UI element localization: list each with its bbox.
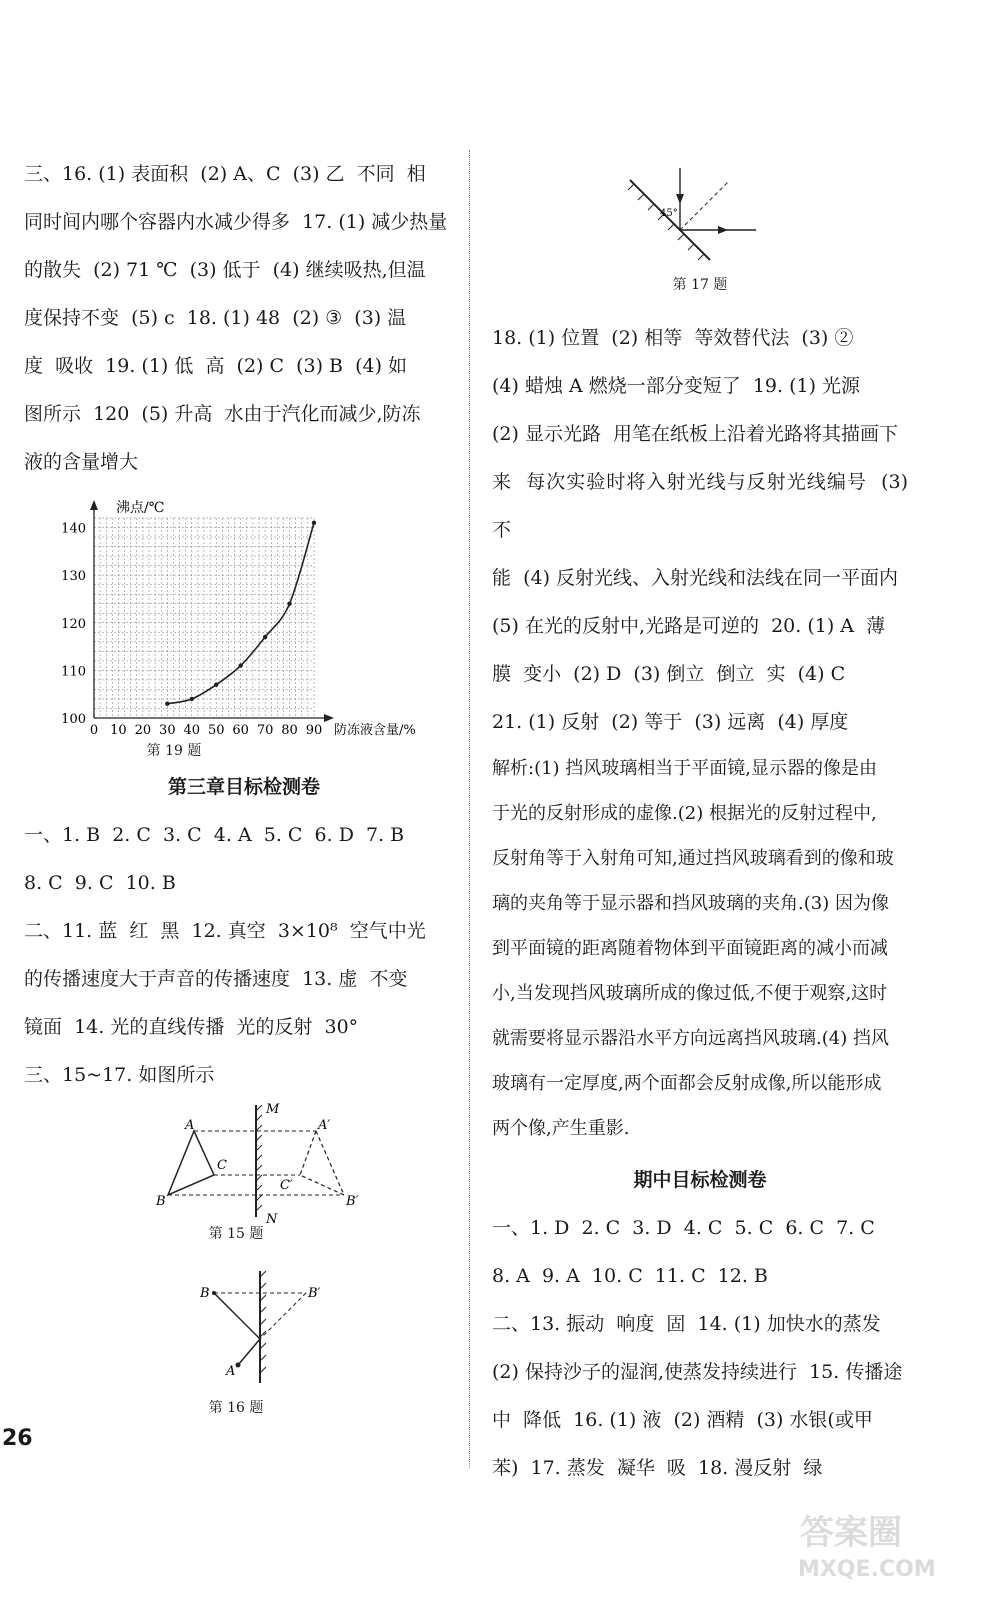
data-point xyxy=(312,521,316,525)
fig16-label-A: A xyxy=(226,1364,236,1379)
fig15-label-C: C xyxy=(217,1158,227,1173)
x-tick-label: 70 xyxy=(256,723,274,738)
data-point xyxy=(287,602,291,606)
fig15-label-A-prime: A′ xyxy=(318,1118,331,1133)
fig15-label-N: N xyxy=(266,1212,278,1227)
y-axis-arrow xyxy=(90,500,98,510)
answer-line: 的传播速度大于声音的传播速度 13. 虚 不变 xyxy=(24,968,408,990)
answer-line: (4) 蜡烛 A 燃烧一部分变短了 19. (1) 光源 xyxy=(492,375,861,397)
figure-17-caption: 第 17 题 xyxy=(672,277,728,293)
fig15-label-C-prime: C′ xyxy=(280,1178,293,1193)
answer-line: 一、1. D 2. C 3. D 4. C 5. C 6. C 7. C xyxy=(492,1217,875,1239)
answer-line: 苯) 17. 蒸发 凝华 吸 18. 漫反射 绿 xyxy=(492,1457,823,1479)
fig16-label-B: B xyxy=(200,1286,210,1301)
analysis-block xyxy=(492,746,908,1151)
chapter3-title: 第三章目标检测卷 xyxy=(167,776,320,798)
x-tick-label: 60 xyxy=(232,723,249,738)
figure-16-diagram xyxy=(24,1267,464,1387)
analysis-line: 解析:(1) 挡风玻璃相当于平面镜,显示器的像是由 xyxy=(492,758,878,779)
answer-line: 来 每次实验时将入射光线与反射光线编号 (3) 不 xyxy=(492,471,915,541)
data-point xyxy=(238,663,242,667)
answer-line: 三、15~17. 如图所示 xyxy=(24,1064,215,1086)
y-tick-label: 120 xyxy=(61,616,86,632)
figure-16 xyxy=(24,1267,464,1417)
boiling-point-chart xyxy=(24,496,464,746)
analysis-line: 反射角等于入射角可知,通过挡风玻璃看到的像和玻 xyxy=(492,848,894,869)
y-tick-label: 130 xyxy=(61,569,86,585)
y-tick-label: 140 xyxy=(61,521,86,537)
answer-line: (5) 在光的反射中,光路是可逆的 20. (1) A 薄 xyxy=(492,615,886,637)
x-tick-label: 10 xyxy=(110,723,127,738)
data-point xyxy=(214,682,218,686)
chart-xlabel: 防冻液含量/% xyxy=(334,723,416,738)
fig15-label-B: B xyxy=(156,1194,166,1209)
x-tick-label: 90 xyxy=(305,723,323,738)
analysis-line: 到平面镜的距离随着物体到平面镜距离的减小而减 xyxy=(492,938,888,959)
figure-15-diagram xyxy=(24,1099,464,1229)
answer-line: 能 (4) 反射光线、入射光线和法线在同一平面内 xyxy=(492,567,899,589)
midterm-answers xyxy=(492,1204,908,1492)
answer-line: 度保持不变 (5) c 18. (1) 48 (2) ③ (3) 温 xyxy=(24,307,407,329)
chart-ticks xyxy=(61,522,322,738)
x-tick-label: 0 xyxy=(89,723,99,738)
figure-17 xyxy=(492,20,908,310)
watermark-line1: 答案圈 xyxy=(800,1513,902,1553)
analysis-line: 璃的夹角等于显示器和挡风玻璃的夹角.(3) 因为像 xyxy=(492,893,889,914)
figure-15 xyxy=(24,1099,464,1249)
x-tick-label: 30 xyxy=(159,723,176,738)
watermark-line2: MXQE.COM xyxy=(798,1557,936,1582)
answer-line: 同时间内哪个容器内水减少得多 17. (1) 减少热量 xyxy=(24,211,448,233)
analysis-line: 小,当发现挡风玻璃所成的像过低,不便于观察,这时 xyxy=(492,983,888,1004)
chart-axes xyxy=(90,500,334,722)
answer-line: (2) 显示光路 用笔在纸板上沿着光路将其描画下 xyxy=(492,423,899,445)
data-point xyxy=(165,702,169,706)
answer-line: 18. (1) 位置 (2) 相等 等效替代法 (3) ② xyxy=(492,327,854,349)
answer-line: 镜面 14. 光的直线传播 光的反射 30° xyxy=(24,1016,359,1038)
answer-line: 8. C 9. C 10. B xyxy=(24,872,176,894)
x-axis-arrow xyxy=(324,714,334,722)
figure-19-caption: 第 19 题 xyxy=(146,743,202,759)
column-divider xyxy=(469,150,470,1468)
right-column xyxy=(492,20,915,1492)
figure-15-caption: 第 15 题 xyxy=(208,1226,264,1242)
section3-answers xyxy=(24,150,464,486)
answer-line: 度 吸收 19. (1) 低 高 (2) C (3) B (4) 如 xyxy=(24,355,408,377)
data-point xyxy=(190,697,194,701)
x-tick-label: 20 xyxy=(134,723,152,738)
analysis-line: 玻璃有一定厚度,两个面都会反射成像,所以能形成 xyxy=(492,1073,882,1094)
fig16-label-B-prime: B′ xyxy=(308,1286,321,1301)
answer-line: 二、13. 振动 响度 固 14. (1) 加快水的蒸发 xyxy=(492,1313,881,1335)
y-tick-label: 110 xyxy=(61,664,86,680)
right-answers xyxy=(492,314,915,746)
fig15-label-A: A xyxy=(185,1118,195,1133)
answer-line: 21. (1) 反射 (2) 等于 (3) 远离 (4) 厚度 xyxy=(492,711,849,733)
answer-line: 三、16. (1) 表面积 (2) A、C (3) 乙 不同 相 xyxy=(24,163,426,185)
x-tick-label: 40 xyxy=(183,723,201,738)
answer-line: 二、11. 蓝 红 黑 12. 真空 3×10⁸ 空气中光 xyxy=(24,920,426,942)
analysis-line: 于光的反射形成的虚像.(2) 根据光的反射过程中, xyxy=(492,803,877,824)
fig15-label-B-prime: B′ xyxy=(346,1194,359,1209)
midterm-title: 期中目标检测卷 xyxy=(633,1169,767,1191)
answer-line: 8. A 9. A 10. C 11. C 12. B xyxy=(492,1265,768,1287)
answer-line: 液的含量增大 xyxy=(24,451,139,473)
answer-line: 图所示 120 (5) 升高 水由于汽化而减少,防冻 xyxy=(24,403,421,425)
fig17-angle: 45° xyxy=(660,208,678,219)
answer-line: 膜 变小 (2) D (3) 倒立 倒立 实 (4) C xyxy=(492,663,846,685)
answer-line: 一、1. B 2. C 3. C 4. A 5. C 6. D 7. B xyxy=(24,824,405,846)
answer-line: 中 降低 16. (1) 液 (2) 酒精 (3) 水银(或甲 xyxy=(492,1409,873,1431)
x-tick-label: 50 xyxy=(207,723,225,738)
y-tick-label: 100 xyxy=(61,712,86,727)
answer-line: 的散失 (2) 71 ℃ (3) 低于 (4) 继续吸热,但温 xyxy=(24,259,426,281)
page-number: 26 xyxy=(2,1426,33,1451)
analysis-line: 两个像,产生重影. xyxy=(492,1118,630,1139)
chapter3-answers xyxy=(24,811,464,1099)
x-tick-label: 80 xyxy=(281,723,298,738)
left-column xyxy=(24,150,464,1417)
figure-17-diagram xyxy=(492,20,908,290)
watermark-logo xyxy=(790,1506,970,1582)
analysis-line: 就需要将显示器沿水平方向远离挡风玻璃.(4) 挡风 xyxy=(492,1028,889,1049)
figure-19-chart xyxy=(24,496,464,766)
data-point xyxy=(263,635,267,639)
fig15-label-M: M xyxy=(266,1102,280,1117)
figure-16-caption: 第 16 题 xyxy=(208,1400,264,1416)
chart-ylabel: 沸点/℃ xyxy=(116,500,165,516)
answer-line: (2) 保持沙子的湿润,使蒸发持续进行 15. 传播途 xyxy=(492,1361,903,1383)
